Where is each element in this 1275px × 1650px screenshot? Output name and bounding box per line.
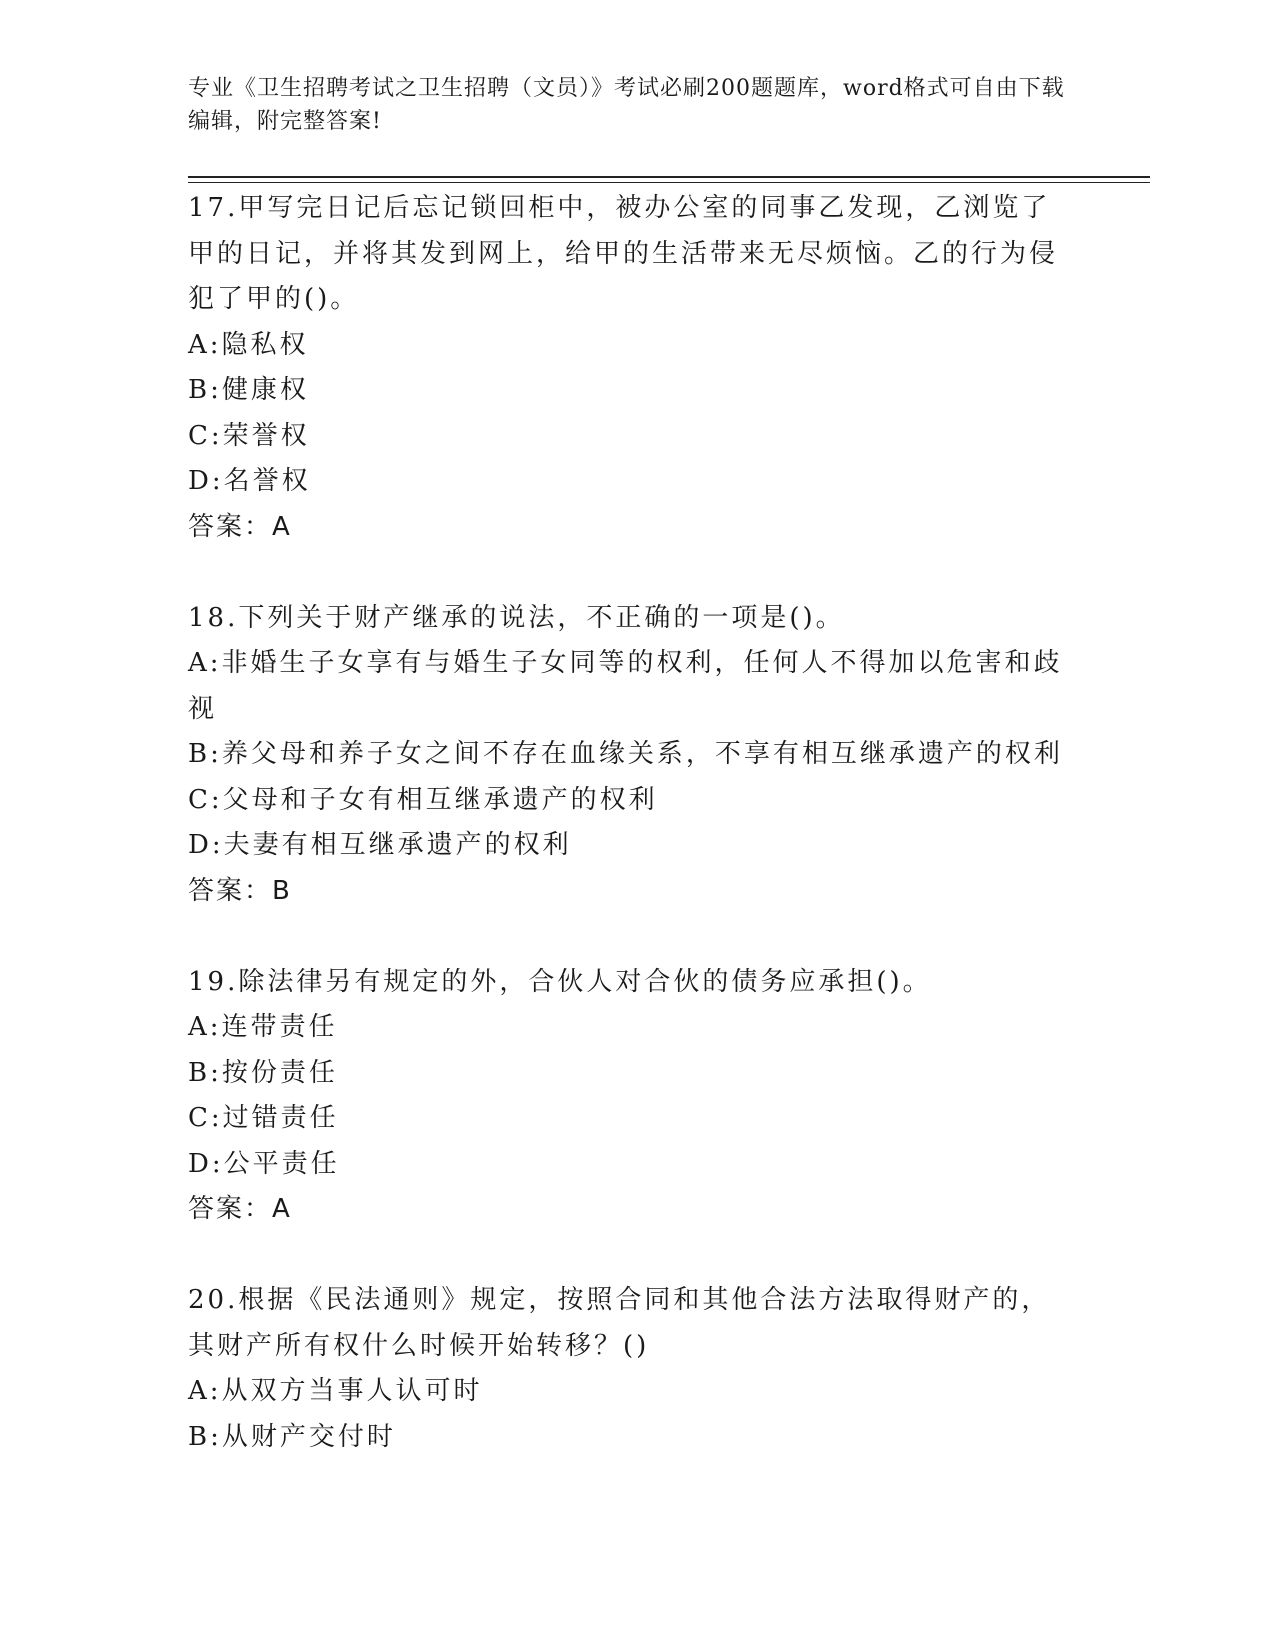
- option-a: A:隐私权: [188, 329, 309, 360]
- option-b: B:从财产交付时: [188, 1421, 396, 1452]
- question-19: [188, 960, 1068, 1233]
- question-text: 20.根据《民法通则》规定，按照合同和其他合法方法取得财产的，其财产所有权什么时候开始转移？(): [188, 1285, 1051, 1361]
- option-a: A:连带责任: [188, 1012, 338, 1042]
- header-title: 专业《卫生招聘考试之卫生招聘（文员）》考试必刷200题题库，word格式可自由下载编辑，附完整答案!: [188, 76, 1065, 134]
- option-a: A:非婚生子女享有与婚生子女同等的权利，任何人不得加以危害和歧视: [188, 648, 1063, 724]
- option-c: C:荣誉权: [188, 420, 310, 451]
- header-divider-thick: [188, 176, 1150, 178]
- option-c: C:父母和子女有相互继承遗产的权利: [188, 784, 658, 815]
- option-d: D:夫妻有相互继承遗产的权利: [188, 830, 572, 860]
- question-20: [188, 1278, 1068, 1460]
- option-c: C:过错责任: [188, 1103, 339, 1133]
- question-18: [188, 596, 1068, 915]
- answer-label: 答案：A: [188, 511, 292, 542]
- option-d: D:公平责任: [188, 1148, 340, 1179]
- answer-label: 答案：A: [188, 1194, 292, 1224]
- answer-label: 答案：B: [188, 875, 292, 906]
- question-list: [188, 186, 1068, 1506]
- option-b: B:健康权: [188, 375, 309, 405]
- option-b: B:按份责任: [188, 1057, 338, 1088]
- question-text: 18.下列关于财产继承的说法，不正确的一项是()。: [188, 602, 845, 633]
- question-text: 19.除法律另有规定的外，合伙人对合伙的债务应承担()。: [188, 966, 932, 997]
- question-17: [188, 186, 1068, 550]
- header-divider-thin: [188, 182, 1150, 183]
- option-d: D:名誉权: [188, 466, 311, 496]
- document-header: [188, 72, 1068, 138]
- option-b: B:养父母和养子女之间不存在血缘关系，不享有相互继承遗产的权利: [188, 739, 1063, 769]
- question-text: 17.甲写完日记后忘记锁回柜中，被办公室的同事乙发现，乙浏览了甲的日记，并将其发到网上，给甲的生活带来无尽烦恼。乙的行为侵犯了甲的()。: [188, 193, 1059, 314]
- option-a: A:从双方当事人认可时: [188, 1376, 483, 1406]
